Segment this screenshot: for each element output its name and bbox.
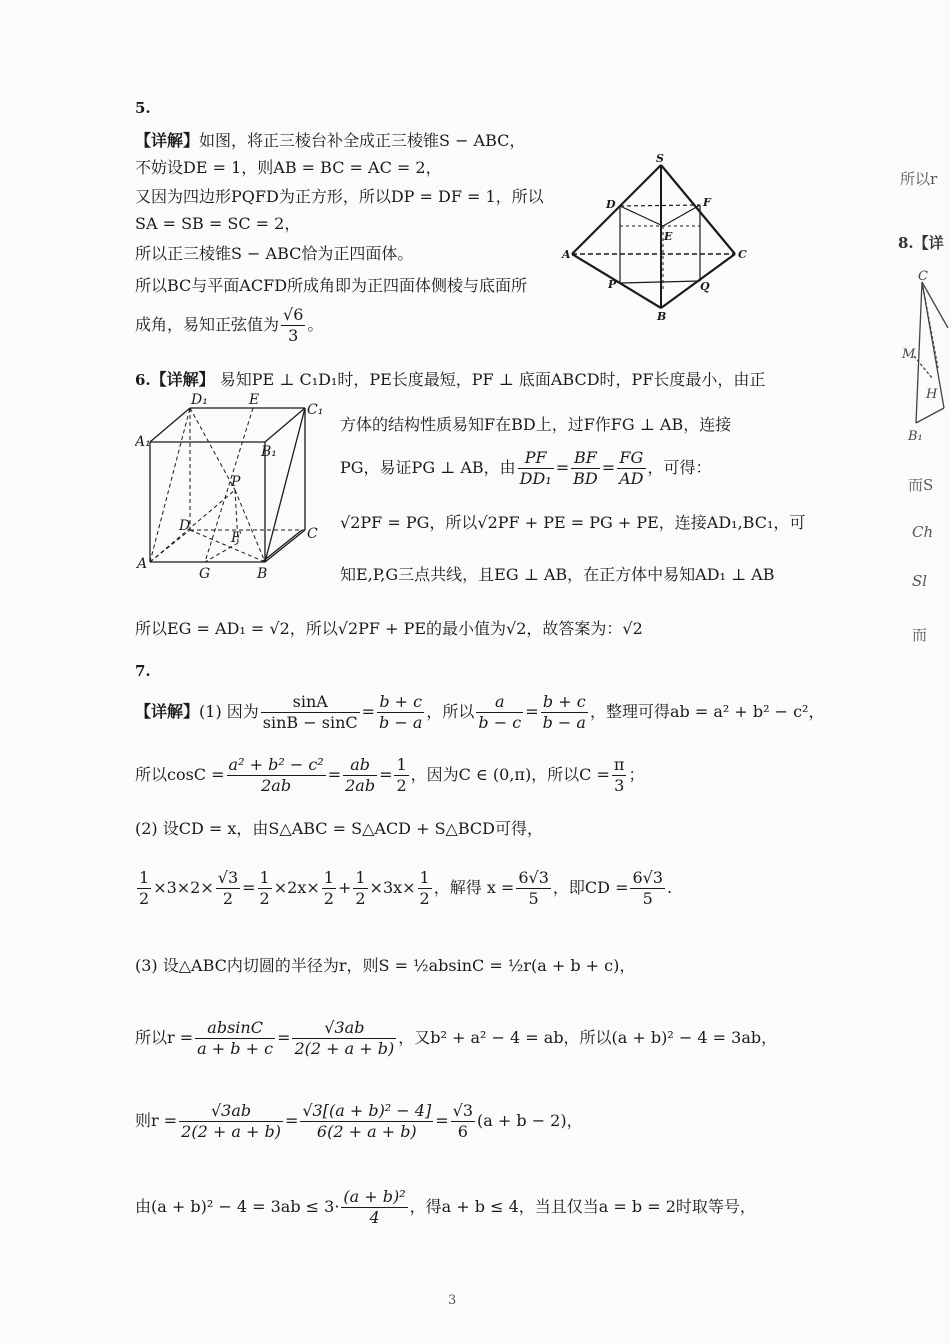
q7-p6-text-a: 所以r = xyxy=(135,1028,194,1047)
q7-p4-text-c: ×3x× xyxy=(369,878,416,897)
q6-text-1: 易知PE ⊥ C₁D₁时，PE长度最短，PF ⊥ 底面ABCD时，PF长度最小，由正 xyxy=(219,370,766,389)
side-figure xyxy=(898,268,950,448)
frac-half-4 xyxy=(353,868,367,909)
frac-num: absinC xyxy=(195,1018,275,1039)
fig6-label-P: P xyxy=(231,474,241,490)
side-text-1: 所以r xyxy=(900,170,938,188)
q6-number: 6. xyxy=(135,371,151,389)
side-text-2: 8.【详 xyxy=(898,234,944,252)
frac-num: √3 xyxy=(217,868,239,887)
page-number: 3 xyxy=(448,1293,457,1308)
q5-number: 5. xyxy=(135,99,151,117)
frac-half-3 xyxy=(322,868,336,909)
frac-den: 2 xyxy=(396,776,407,795)
fig5-label-D: D xyxy=(606,198,616,211)
frac-den: 4 xyxy=(369,1208,380,1227)
fig6-label-D: D xyxy=(179,518,191,534)
q6-line-3: PG，易证PG ⊥ AB，由 $\frac{PF}{\text{DD₁}}$ = $\frac{BF}{BD}$ = $\frac{FG}{AD}$ ，可得： xyxy=(340,448,712,488)
q7-frac-a xyxy=(476,692,523,733)
frac-num: 1 xyxy=(139,868,150,887)
frac-num: (a + b)² xyxy=(343,1187,406,1206)
q7-frac-r5 xyxy=(451,1101,475,1142)
q7-frac-r1 xyxy=(195,1018,275,1059)
q5-line-7 xyxy=(135,305,323,346)
frac-num: 6√3 xyxy=(518,868,549,887)
frac-num: a² + b² − c² xyxy=(228,755,324,774)
frac-x-value xyxy=(516,868,551,909)
frac-den: 3 xyxy=(614,776,625,795)
q7-p4-text-a: ×3×2× xyxy=(153,878,214,897)
frac-num: sinA xyxy=(261,692,360,713)
q6-cube-figure xyxy=(135,390,335,585)
fig5-label-P: P xyxy=(608,278,617,291)
frac-den: 3 xyxy=(288,326,299,345)
frac-den: 2 xyxy=(139,889,150,908)
fig6-label-F: F xyxy=(231,530,241,546)
q7-p1-text-b: ，所以 xyxy=(426,702,475,721)
q7-part2-line: (2) 设CD = x，由S△ABC = S△ACD + S△BCD可得， xyxy=(135,819,543,838)
fig6-label-B1: B₁ xyxy=(261,444,277,460)
frac-den: sinB − sinC xyxy=(262,713,358,732)
q7-p8-text-a: 由(a + b)² − 4 = 3ab ≤ 3· xyxy=(135,1197,340,1216)
frac-den: DD₁ xyxy=(519,469,552,488)
fig6-label-C1: C₁ xyxy=(307,402,324,418)
frac-den: b − c xyxy=(478,713,522,732)
q7-p2-text-c: ； xyxy=(628,765,645,784)
q5-line-4: SA = SB = SC = 2， xyxy=(135,214,301,233)
frac-num: 1 xyxy=(419,868,430,887)
frac-den: AD xyxy=(619,469,644,488)
q7-frac-r3 xyxy=(179,1101,283,1142)
q7-inequality-line xyxy=(135,1184,756,1230)
side-fig-label-H: H xyxy=(926,387,938,402)
frac-num: √6 xyxy=(283,305,304,324)
side-fig-label-M: M xyxy=(902,347,916,362)
frac-half-1 xyxy=(137,868,151,909)
frac-num: 1 xyxy=(396,755,407,774)
q5-line-3: 又因为四边形PQFD为正方形，所以DP = DF = 1，所以 xyxy=(135,187,544,206)
q7-part1-line: 【详解】(1) 因为 $\frac{\sin A}{\sin B - \sin C}$ = $\frac{b + c}{b - a}$ ，所以 $\frac{a}{b - c}$ = $\frac{b + c}{b - a}$ ，整理可得ab = a² + b² − c²， xyxy=(135,692,825,732)
q6-text-3a: PG，易证PG ⊥ AB，由 xyxy=(340,458,516,477)
q6-frac-fg xyxy=(617,448,645,489)
fig5-label-C: C xyxy=(738,248,747,261)
q7-cos-line: 所以cosC = $\frac{\text{a² + b² − c²}}{2ab}$ = $\frac{ab}{2ab}$ = $\frac{1}{2}$ ，因为C ∈ (0,π)，所以C = $\frac{\pi}{3}$ ； xyxy=(135,755,645,795)
frac-den: 2 xyxy=(323,889,334,908)
q7-p1-text-c: ，整理可得ab = a² + b² − c²， xyxy=(589,702,825,721)
fig5-label-A: A xyxy=(562,248,571,261)
q7-number: 7. xyxy=(135,662,151,680)
q5-text-1: 如图，将正三棱台补全成正三棱锥S − ABC， xyxy=(199,131,526,150)
q6-line-2: 方体的结构性质易知F在BD上，过F作FG ⊥ AB，连接 xyxy=(340,415,732,434)
q7-frac-r2 xyxy=(292,1018,396,1059)
q7-frac-bc xyxy=(377,692,424,733)
frac-num: a xyxy=(476,692,523,713)
q7-frac-r4 xyxy=(300,1101,433,1142)
frac-num: √3ab xyxy=(179,1101,283,1122)
q5-text-7: 成角，易知正弦值为 xyxy=(135,315,280,334)
q7-r-line-2: 则r = $\frac{√3ab}{2(2 + a + b)}$ = $\frac{\text{√3[(a + b)² − 4]}}{6(2 + a + b)}$ = $\frac{√3}{6}$ (a + b − 2)， xyxy=(135,1101,583,1141)
q5-line-1 xyxy=(135,130,525,152)
frac-num: PF xyxy=(518,448,554,469)
frac-num: 6√3 xyxy=(632,868,664,887)
q7-r-line-1: 所以r = $\frac{absinC}{a + b + c}$ = $\frac{√3ab}{2(2 + a + b)}$ ，又b² + a² − 4 = ab，所以(a + b)² − 4 = 3ab， xyxy=(135,1018,778,1058)
q7-p6-text-b: ，又b² + a² − 4 = ab，所以(a + b)² − 4 = 3ab， xyxy=(398,1028,778,1047)
side-text-6: 而 xyxy=(912,626,928,644)
frac-den: 2ab xyxy=(345,776,376,795)
q7-part3-line: (3) 设△ABC内切圆的半径为r，则S = ½absinC = ½r(a + b + c)， xyxy=(135,956,636,975)
frac-num: 1 xyxy=(259,868,270,887)
fig5-label-Q: Q xyxy=(700,280,710,293)
frac-cd-value xyxy=(630,868,665,909)
fig6-label-B: B xyxy=(257,566,268,582)
frac-num: π xyxy=(613,755,625,774)
q6-text-3b: ，可得： xyxy=(647,458,712,477)
frac-num: 1 xyxy=(355,868,366,887)
fig5-label-S: S xyxy=(656,152,664,165)
frac-num: 1 xyxy=(323,868,334,887)
q6-line-6: 所以EG = AD₁ = √2，所以√2PF + PE的最小值为√2，故答案为：√2 xyxy=(135,619,643,638)
q7-frac-half xyxy=(394,755,408,796)
frac-num: BF xyxy=(571,448,600,469)
frac-num: ab xyxy=(343,755,377,776)
frac-num: √3ab xyxy=(292,1018,396,1039)
q5-tetrahedron-figure xyxy=(560,150,760,325)
q7-p7-text-b: (a + b − 2)， xyxy=(477,1111,583,1130)
q7-frac-bc2 xyxy=(541,692,588,733)
frac-den: b − a xyxy=(542,713,586,732)
fig5-label-E: E xyxy=(664,230,673,243)
frac-den: 2 xyxy=(419,889,430,908)
fig6-label-C: C xyxy=(307,526,318,542)
q6-line-5: 知E,P,G三点共线，且EG ⊥ AB，在正方体中易知AD₁ ⊥ AB xyxy=(340,565,775,584)
frac-num: b + c xyxy=(541,692,588,713)
q5-line-6: 所以BC与平面ACFD所成角即为正四面体侧棱与底面所 xyxy=(135,276,528,295)
q5-line-5: 所以正三棱锥S − ABC恰为正四面体。 xyxy=(135,244,414,263)
q5-line-2: 不妨设DE = 1，则AB = BC = AC = 2， xyxy=(135,158,442,177)
q7-p7-text-a: 则r = xyxy=(135,1111,178,1130)
fig6-label-E: E xyxy=(249,392,260,408)
q6-tag: 【详解】 xyxy=(150,370,215,389)
side-text-3: 而S xyxy=(908,476,934,494)
q6-frac-pf xyxy=(518,448,554,489)
q7-area-equation: $\frac{1}{2}$ ×3×2× $\frac{√3}{2}$ = $\frac{1}{2}$ ×2x× $\frac{1}{2}$ + $\frac{1}{2}$ ×3x× $\frac{1}{2}$ ，解得 x = $\frac{6√3}{5}$ ，即CD = $\frac{6√3}{5}$ . xyxy=(139,868,673,908)
q7-frac-ab xyxy=(343,755,377,796)
frac-num: b + c xyxy=(377,692,424,713)
fig6-label-A: A xyxy=(137,556,148,572)
fig5-label-F: F xyxy=(703,196,711,209)
q7-p4-text-b: ×2x× xyxy=(273,878,320,897)
q5-sine-fraction xyxy=(281,305,305,346)
frac-num: √3[(a + b)² − 4] xyxy=(302,1101,432,1120)
q7-frac-pi xyxy=(612,755,627,796)
q7-p4-text-e: ，即CD = xyxy=(552,878,629,897)
side-text-4: Ch xyxy=(912,523,934,541)
q7-p8-text-b: ，得a + b ≤ 4，当且仅当a = b = 2时取等号， xyxy=(409,1197,756,1216)
fig6-label-A1: A₁ xyxy=(135,434,151,450)
frac-num: FG xyxy=(617,448,645,469)
frac-den: 2 xyxy=(222,889,234,908)
frac-den: 2(2 + a + b) xyxy=(181,1122,281,1141)
frac-den: 2 xyxy=(259,889,270,908)
frac-half-5 xyxy=(418,868,432,909)
frac-num: √3 xyxy=(452,1101,473,1120)
frac-half-2 xyxy=(258,868,272,909)
q6-line-1 xyxy=(135,369,765,391)
q7-p2-text-a: 所以cosC = xyxy=(135,765,225,784)
q7-p1-text-a: (1) 因为 xyxy=(199,702,259,721)
q6-frac-bf xyxy=(571,448,600,489)
side-fig-label-B1: B₁ xyxy=(908,429,923,444)
q7-frac-cos xyxy=(227,755,326,796)
q7-p2-text-b: ，因为C ∈ (0,π)，所以C = xyxy=(410,765,610,784)
q6-line-4: √2PF = PG，所以√2PF + PE = PG + PE，连接AD₁,BC₁，可 xyxy=(340,513,806,532)
fig5-label-B: B xyxy=(657,310,667,323)
frac-den: 5 xyxy=(528,889,539,908)
side-fig-label-C: C xyxy=(918,269,928,284)
frac-den: 6(2 + a + b) xyxy=(316,1122,417,1141)
q5-text-7b: 。 xyxy=(307,315,324,334)
fig6-label-G: G xyxy=(199,566,211,582)
frac-den: 2 xyxy=(355,889,366,908)
frac-den: a + b + c xyxy=(197,1039,274,1058)
q5-tag: 【详解】 xyxy=(135,131,200,150)
frac-den: 2ab xyxy=(261,776,292,795)
q7-p4-text-f: . xyxy=(667,878,673,897)
q7-tag: 【详解】 xyxy=(135,702,200,721)
frac-den: 5 xyxy=(642,889,653,908)
frac-den: 2(2 + a + b) xyxy=(294,1039,395,1058)
fig6-label-D1: D₁ xyxy=(191,392,208,408)
frac-root3-half xyxy=(216,868,240,909)
frac-den: 6 xyxy=(457,1122,468,1141)
frac-den: BD xyxy=(573,469,598,488)
q7-p4-text-d: ，解得 x = xyxy=(433,878,515,897)
q7-frac-sin xyxy=(261,692,360,733)
frac-den: b − a xyxy=(379,713,423,732)
side-text-5: Sl xyxy=(912,572,928,590)
q7-frac-ineq xyxy=(341,1187,407,1228)
